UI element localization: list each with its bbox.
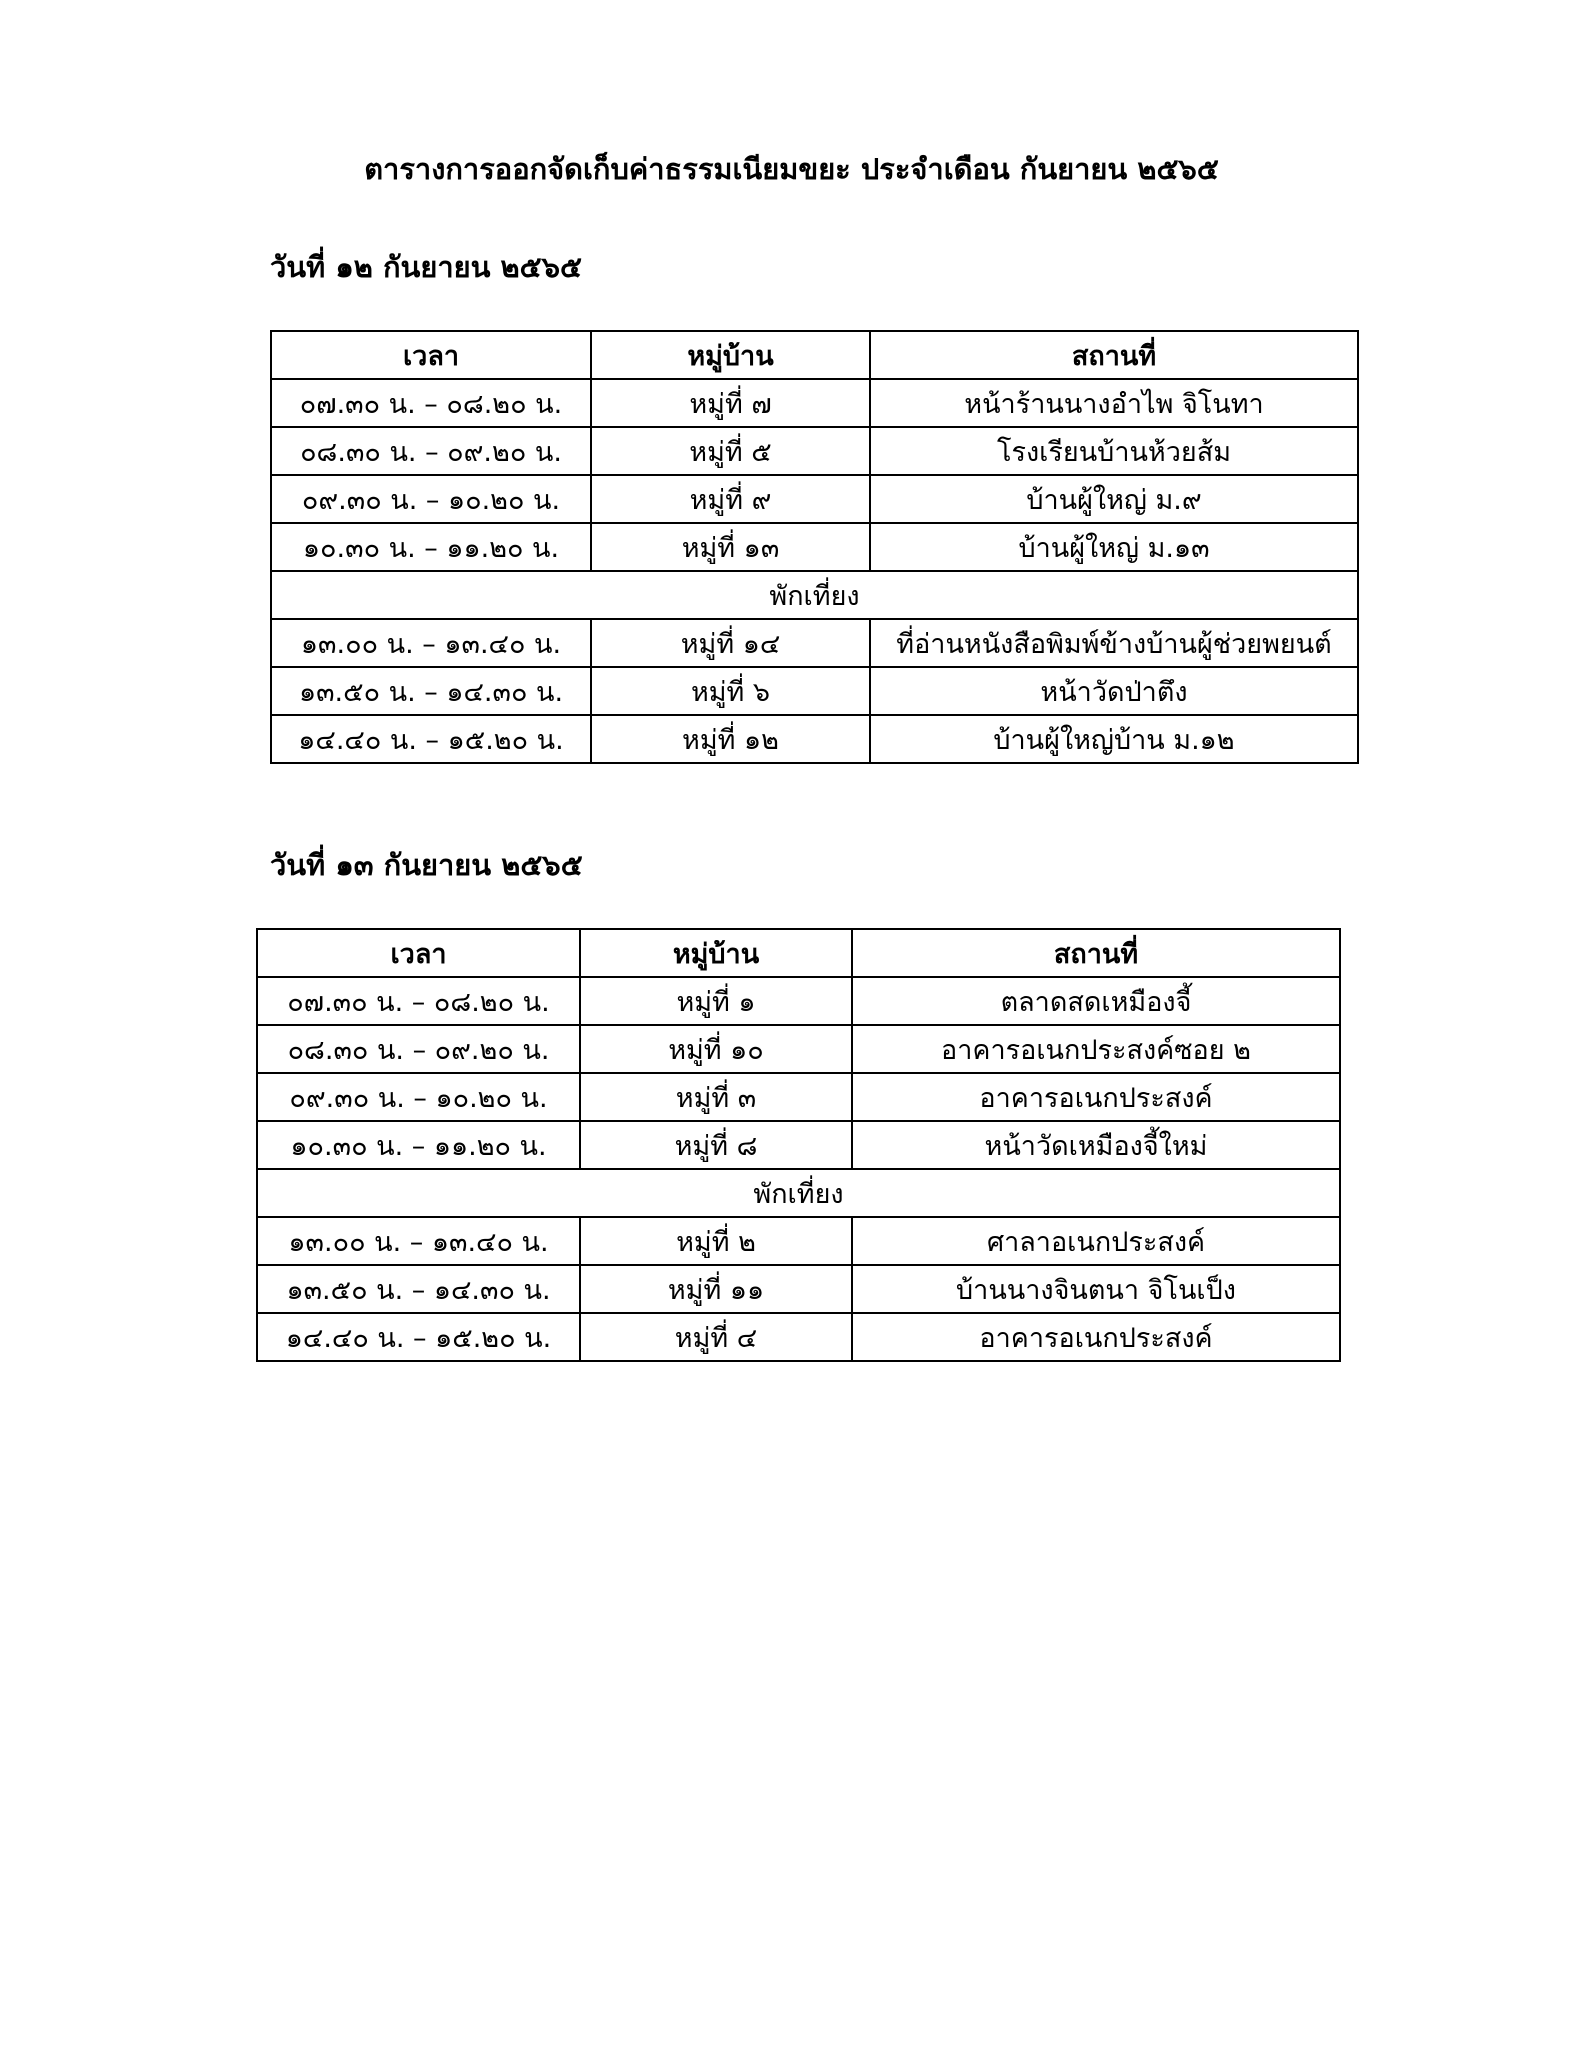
table-row bbox=[271, 427, 1358, 475]
column-header-village: หมู่บ้าน bbox=[580, 929, 852, 977]
cell-village: หมู่ที่ ๘ bbox=[580, 1121, 852, 1169]
table-row bbox=[271, 379, 1358, 427]
cell-village: หมู่ที่ ๑๓ bbox=[591, 523, 870, 571]
cell-place: หน้าร้านนางอำไพ จิโนทา bbox=[870, 379, 1358, 427]
cell-place: ศาลาอเนกประสงค์ bbox=[852, 1217, 1340, 1265]
cell-time: ๐๘.๓๐ น. – ๐๙.๒๐ น. bbox=[257, 1025, 580, 1073]
cell-village: หมู่ที่ ๗ bbox=[591, 379, 870, 427]
table-row bbox=[271, 523, 1358, 571]
lunch-break-label: พักเที่ยง bbox=[271, 571, 1358, 619]
cell-place: ตลาดสดเหมืองจี้ bbox=[852, 977, 1340, 1025]
cell-place: บ้านนางจินตนา จิโนเป็ง bbox=[852, 1265, 1340, 1313]
cell-place: บ้านผู้ใหญ่ ม.๑๓ bbox=[870, 523, 1358, 571]
table-row bbox=[271, 475, 1358, 523]
cell-place: บ้านผู้ใหญ่บ้าน ม.๑๒ bbox=[870, 715, 1358, 763]
column-header-time: เวลา bbox=[271, 331, 591, 379]
cell-village: หมู่ที่ ๒ bbox=[580, 1217, 852, 1265]
cell-time: ๑๓.๐๐ น. – ๑๓.๔๐ น. bbox=[257, 1217, 580, 1265]
cell-village: หมู่ที่ ๙ bbox=[591, 475, 870, 523]
table-row bbox=[271, 667, 1358, 715]
cell-place: ที่อ่านหนังสือพิมพ์ข้างบ้านผู้ช่วยพยนต์ bbox=[870, 619, 1358, 667]
cell-time: ๐๗.๓๐ น. – ๐๘.๒๐ น. bbox=[271, 379, 591, 427]
cell-village: หมู่ที่ ๔ bbox=[580, 1313, 852, 1361]
page-title: ตารางการออกจัดเก็บค่าธรรมเนียมขยะ ประจำเดือน กันยายน ๒๕๖๕ bbox=[364, 152, 1219, 186]
cell-time: ๐๘.๓๐ น. – ๐๙.๒๐ น. bbox=[271, 427, 591, 475]
table-row bbox=[257, 977, 1340, 1025]
table-row bbox=[271, 715, 1358, 763]
schedule-table-day-1 bbox=[270, 330, 1359, 764]
cell-village: หมู่ที่ ๑๔ bbox=[591, 619, 870, 667]
lunch-break-label: พักเที่ยง bbox=[257, 1169, 1340, 1217]
lunch-break-row bbox=[271, 571, 1358, 619]
cell-time: ๑๐.๓๐ น. – ๑๑.๒๐ น. bbox=[271, 523, 591, 571]
cell-village: หมู่ที่ ๑๐ bbox=[580, 1025, 852, 1073]
cell-time: ๑๐.๓๐ น. – ๑๑.๒๐ น. bbox=[257, 1121, 580, 1169]
lunch-break-row bbox=[257, 1169, 1340, 1217]
column-header-village: หมู่บ้าน bbox=[591, 331, 870, 379]
cell-time: ๑๔.๔๐ น. – ๑๕.๒๐ น. bbox=[271, 715, 591, 763]
schedule-table-day-2 bbox=[256, 928, 1341, 1362]
cell-place: บ้านผู้ใหญ่ ม.๙ bbox=[870, 475, 1358, 523]
cell-village: หมู่ที่ ๑ bbox=[580, 977, 852, 1025]
cell-village: หมู่ที่ ๑๑ bbox=[580, 1265, 852, 1313]
cell-village: หมู่ที่ ๓ bbox=[580, 1073, 852, 1121]
table-row bbox=[257, 1265, 1340, 1313]
cell-time: ๑๓.๕๐ น. – ๑๔.๓๐ น. bbox=[271, 667, 591, 715]
cell-place: อาคารอเนกประสงค์ซอย ๒ bbox=[852, 1025, 1340, 1073]
table-header-row bbox=[257, 929, 1340, 977]
cell-village: หมู่ที่ ๖ bbox=[591, 667, 870, 715]
table-row bbox=[257, 1025, 1340, 1073]
date-heading-day-1: วันที่ ๑๒ กันยายน ๒๕๖๕ bbox=[270, 250, 582, 284]
cell-time: ๐๗.๓๐ น. – ๐๘.๒๐ น. bbox=[257, 977, 580, 1025]
cell-time: ๑๔.๔๐ น. – ๑๕.๒๐ น. bbox=[257, 1313, 580, 1361]
column-header-place: สถานที่ bbox=[870, 331, 1358, 379]
date-heading-day-2: วันที่ ๑๓ กันยายน ๒๕๖๕ bbox=[270, 848, 583, 882]
table-row bbox=[257, 1313, 1340, 1361]
cell-place: โรงเรียนบ้านห้วยส้ม bbox=[870, 427, 1358, 475]
column-header-place: สถานที่ bbox=[852, 929, 1340, 977]
table-row bbox=[271, 619, 1358, 667]
table-row bbox=[257, 1073, 1340, 1121]
cell-place: หน้าวัดเหมืองจี้ใหม่ bbox=[852, 1121, 1340, 1169]
cell-place: อาคารอเนกประสงค์ bbox=[852, 1073, 1340, 1121]
cell-time: ๑๓.๕๐ น. – ๑๔.๓๐ น. bbox=[257, 1265, 580, 1313]
cell-place: อาคารอเนกประสงค์ bbox=[852, 1313, 1340, 1361]
cell-time: ๐๙.๓๐ น. – ๑๐.๒๐ น. bbox=[257, 1073, 580, 1121]
column-header-time: เวลา bbox=[257, 929, 580, 977]
cell-time: ๐๙.๓๐ น. – ๑๐.๒๐ น. bbox=[271, 475, 591, 523]
cell-place: หน้าวัดป่าตึง bbox=[870, 667, 1358, 715]
cell-time: ๑๓.๐๐ น. – ๑๓.๔๐ น. bbox=[271, 619, 591, 667]
cell-village: หมู่ที่ ๕ bbox=[591, 427, 870, 475]
table-row bbox=[257, 1121, 1340, 1169]
table-row bbox=[257, 1217, 1340, 1265]
cell-village: หมู่ที่ ๑๒ bbox=[591, 715, 870, 763]
table-header-row bbox=[271, 331, 1358, 379]
